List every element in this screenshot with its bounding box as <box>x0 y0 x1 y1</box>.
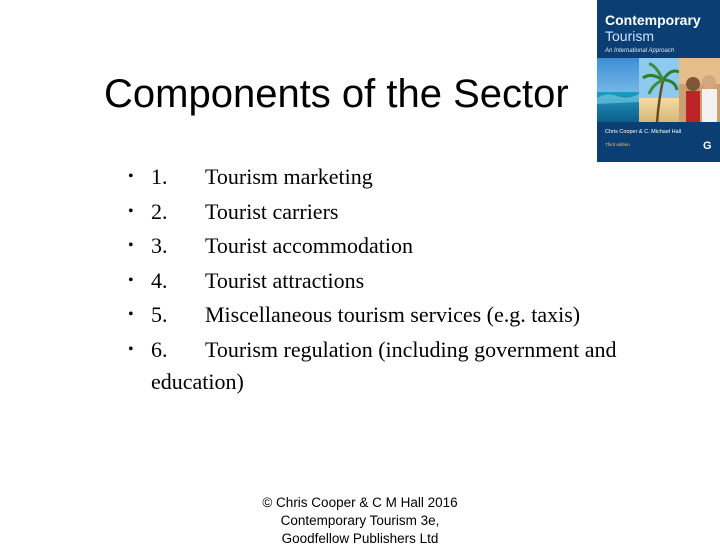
book-edition: Third edition <box>605 142 630 147</box>
footer-line: © Chris Cooper & C M Hall 2016 <box>262 495 458 510</box>
list-item <box>128 333 708 396</box>
bullet-icon: • <box>128 237 134 255</box>
footer-line: Contemporary Tourism 3e, <box>280 513 440 528</box>
bullet-icon: • <box>128 202 134 220</box>
item-text: Miscellaneous tourism services (e.g. taxis) <box>205 302 581 328</box>
list-item <box>128 298 708 333</box>
book-cover <box>597 0 720 162</box>
book-title: Contemporary <box>605 12 701 28</box>
item-text: Tourism regulation (including government and <box>205 336 617 362</box>
book-authors: Chris Cooper & C. Michael Hall <box>605 129 682 135</box>
book-tagline: An International Approach <box>605 48 675 54</box>
item-number: 5. <box>151 302 168 328</box>
list-item <box>128 229 708 264</box>
item-text: Tourist attractions <box>205 267 365 293</box>
beach-collage-image <box>597 58 720 122</box>
bullet-icon: • <box>128 340 134 358</box>
list-item <box>128 264 708 299</box>
slide-title: Components of the Sector <box>104 72 569 116</box>
item-text: Tourism marketing <box>205 164 373 189</box>
item-number: 6. <box>151 336 168 362</box>
bullet-icon: • <box>128 271 134 289</box>
bullet-icon: • <box>128 306 134 324</box>
item-number: 3. <box>151 233 168 259</box>
item-text: Tourist accommodation <box>205 233 414 259</box>
book-subtitle: Tourism <box>605 28 655 44</box>
bullet-list <box>128 160 708 396</box>
item-text: Tourist carriers <box>205 198 339 224</box>
list-item <box>128 160 708 195</box>
item-number: 4. <box>151 267 168 293</box>
bullet-icon: • <box>128 168 134 185</box>
list-item <box>128 195 708 230</box>
publisher-logo-icon: G <box>703 140 712 152</box>
item-number: 2. <box>151 198 168 224</box>
item-text-continuation: education) <box>151 368 244 394</box>
item-number: 1. <box>151 164 168 189</box>
footer-line: Goodfellow Publishers Ltd <box>281 531 439 546</box>
